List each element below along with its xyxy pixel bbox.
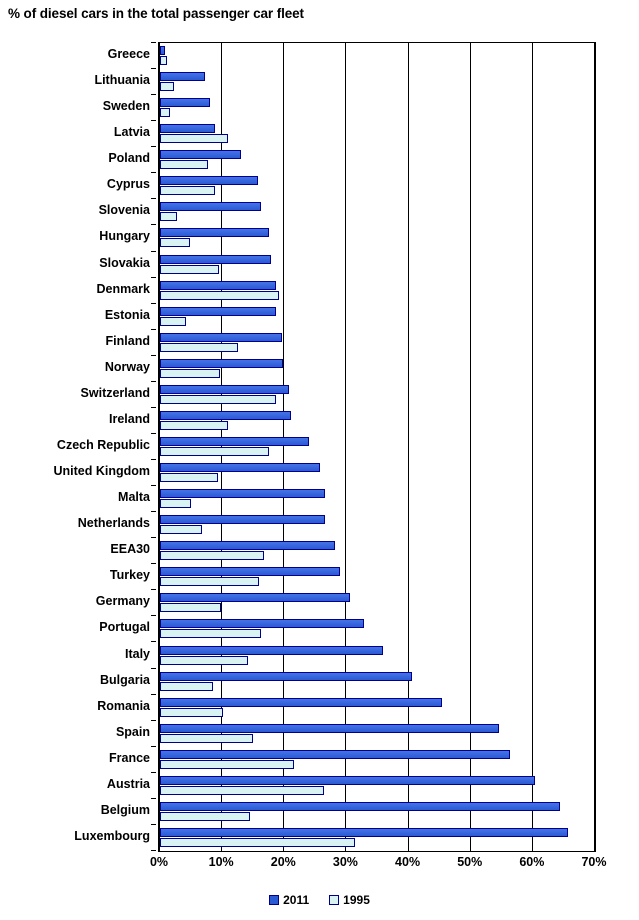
bar-1995 [160, 708, 223, 717]
x-axis-tick-label: 40% [395, 855, 421, 869]
y-axis-tick-label: Luxembourg [74, 828, 150, 843]
y-axis-tick-label: Slovenia [98, 203, 150, 218]
x-axis-tick-label: 0% [149, 855, 169, 869]
plot-area [158, 42, 596, 852]
bar-group [160, 747, 595, 773]
bar-1995 [160, 760, 294, 769]
bar-group [160, 278, 595, 304]
y-axis-tick [151, 42, 156, 43]
bar-group [160, 356, 595, 382]
y-axis-tick [151, 615, 156, 616]
bar-group [160, 486, 595, 512]
y-axis-tick [151, 68, 156, 69]
y-axis-tick [151, 277, 156, 278]
y-axis-tick [151, 850, 156, 851]
bar-1995 [160, 656, 248, 665]
y-axis-tick [151, 433, 156, 434]
bar-1995 [160, 56, 167, 65]
bar-1995 [160, 238, 190, 247]
y-axis-tick-label: Estonia [104, 307, 150, 322]
bar-1995 [160, 786, 324, 795]
y-axis-tick-label: Germany [95, 594, 150, 609]
bar-2011 [160, 385, 289, 394]
bar-2011 [160, 593, 350, 602]
bar-2011 [160, 150, 241, 159]
y-axis-tick [151, 563, 156, 564]
bar-2011 [160, 698, 442, 707]
bar-1995 [160, 682, 213, 691]
y-axis-tick [151, 172, 156, 173]
bar-2011 [160, 228, 269, 237]
bar-2011 [160, 411, 291, 420]
bar-2011 [160, 567, 340, 576]
bar-2011 [160, 750, 510, 759]
bar-2011 [160, 333, 282, 342]
bar-2011 [160, 281, 276, 290]
legend-swatch-icon [329, 895, 339, 905]
bar-group [160, 616, 595, 642]
bar-2011 [160, 802, 560, 811]
y-axis-tick-label: Latvia [113, 125, 150, 140]
y-axis-tick [151, 355, 156, 356]
bar-1995 [160, 812, 250, 821]
bar-2011 [160, 72, 205, 81]
bar-1995 [160, 421, 228, 430]
bar-2011 [160, 202, 261, 211]
y-axis-tick-label: Switzerland [80, 385, 150, 400]
y-axis-tick-label: Belgium [100, 802, 150, 817]
page-title: % of diesel cars in the total passenger car fleet [8, 6, 304, 21]
y-axis-tick [151, 537, 156, 538]
y-axis-tick [151, 198, 156, 199]
bar-group [160, 43, 595, 69]
bar-1995 [160, 551, 264, 560]
x-axis-tick-label: 30% [332, 855, 358, 869]
y-axis-tick [151, 459, 156, 460]
y-axis-tick-label: Poland [108, 151, 150, 166]
y-axis-tick [151, 329, 156, 330]
legend-item[interactable] [329, 893, 370, 907]
bar-1995 [160, 160, 208, 169]
y-axis-tick [151, 251, 156, 252]
y-axis-tick [151, 381, 156, 382]
y-axis-tick [151, 824, 156, 825]
bar-group [160, 773, 595, 799]
bar-group [160, 460, 595, 486]
bar-1995 [160, 473, 218, 482]
y-axis-tick [151, 224, 156, 225]
bar-1995 [160, 265, 219, 274]
bar-group [160, 512, 595, 538]
bar-1995 [160, 343, 238, 352]
bar-group [160, 721, 595, 747]
bar-group [160, 799, 595, 825]
y-axis-tick [151, 798, 156, 799]
bar-1995 [160, 447, 269, 456]
bar-2011 [160, 489, 325, 498]
y-axis-tick-label: Bulgaria [99, 672, 150, 687]
bar-2011 [160, 176, 258, 185]
y-axis-tick [151, 641, 156, 642]
y-axis-tick-label: Italy [124, 646, 150, 661]
x-axis-tick-label: 50% [457, 855, 483, 869]
y-axis-tick [151, 511, 156, 512]
bar-2011 [160, 724, 499, 733]
y-axis-tick [151, 772, 156, 773]
bar-group [160, 199, 595, 225]
legend-item[interactable] [269, 893, 309, 907]
bar-group [160, 69, 595, 95]
bar-1995 [160, 577, 259, 586]
bar-2011 [160, 646, 383, 655]
bars-layer [160, 43, 595, 851]
y-axis-tick [151, 94, 156, 95]
bar-2011 [160, 307, 276, 316]
bar-1995 [160, 212, 177, 221]
bar-group [160, 173, 595, 199]
y-axis-tick-label: France [109, 750, 150, 765]
x-axis-tick-label: 20% [270, 855, 296, 869]
bar-group [160, 538, 595, 564]
bar-2011 [160, 437, 309, 446]
y-axis-tick [151, 303, 156, 304]
bar-group [160, 382, 595, 408]
bar-2011 [160, 776, 535, 785]
bar-2011 [160, 98, 210, 107]
legend-label: 2011 [283, 893, 310, 907]
bar-group [160, 434, 595, 460]
y-axis-tick-label: Slovakia [99, 255, 150, 270]
y-axis-tick-label: Hungary [99, 229, 150, 244]
y-axis-tick-label: Finland [105, 333, 150, 348]
bar-group [160, 147, 595, 173]
bar-2011 [160, 359, 283, 368]
bar-1995 [160, 603, 221, 612]
bar-group [160, 304, 595, 330]
y-axis-tick-label: Portugal [99, 620, 150, 635]
y-axis-tick [151, 120, 156, 121]
y-axis-tick-label: Turkey [109, 568, 150, 583]
x-axis-tick-label: 70% [581, 855, 607, 869]
y-axis-tick [151, 146, 156, 147]
bar-1995 [160, 525, 202, 534]
bar-group [160, 408, 595, 434]
bar-group [160, 330, 595, 356]
y-axis-tick-label: Spain [115, 724, 150, 739]
bar-2011 [160, 255, 271, 264]
bar-group [160, 695, 595, 721]
y-axis-tick [151, 746, 156, 747]
y-axis-tick-label: EEA30 [110, 542, 150, 557]
y-axis-tick [151, 668, 156, 669]
y-axis-tick-label: Norway [104, 359, 150, 374]
bar-group [160, 95, 595, 121]
bar-group [160, 252, 595, 278]
bar-1995 [160, 317, 186, 326]
bar-1995 [160, 291, 279, 300]
bar-group [160, 642, 595, 668]
y-axis-tick-label: Sweden [102, 99, 150, 114]
y-axis-tick-label: Lithuania [94, 73, 150, 88]
y-axis-tick-label: Malta [118, 490, 150, 505]
x-axis-tick-label: 10% [208, 855, 234, 869]
y-axis-tick [151, 694, 156, 695]
bar-1995 [160, 395, 276, 404]
y-axis-tick [151, 407, 156, 408]
y-axis-tick-label: Ireland [109, 411, 150, 426]
bar-group [160, 121, 595, 147]
bar-group [160, 564, 595, 590]
bar-2011 [160, 463, 320, 472]
x-axis-tick-label: 60% [519, 855, 545, 869]
y-axis-tick-label: Cyprus [106, 177, 150, 192]
y-axis-tick-label: Denmark [96, 281, 150, 296]
y-axis-tick [151, 485, 156, 486]
y-axis-tick [151, 720, 156, 721]
legend-swatch-icon [269, 895, 279, 905]
bar-2011 [160, 124, 215, 133]
bar-2011 [160, 672, 412, 681]
bar-2011 [160, 515, 325, 524]
bar-2011 [160, 541, 335, 550]
y-axis-tick-label: Greece [107, 47, 150, 62]
chart-legend [0, 893, 639, 907]
bar-1995 [160, 369, 220, 378]
bar-group [160, 669, 595, 695]
bar-1995 [160, 629, 261, 638]
bar-1995 [160, 838, 355, 847]
y-axis-tick-label: United Kingdom [53, 464, 150, 479]
y-axis-tick-label: Austria [106, 776, 150, 791]
x-axis-labels [149, 855, 607, 875]
bar-group [160, 825, 595, 851]
bar-1995 [160, 82, 174, 91]
y-axis-labels [0, 42, 156, 852]
bar-1995 [160, 108, 170, 117]
bar-1995 [160, 186, 215, 195]
y-axis-tick-label: Netherlands [77, 516, 150, 531]
bar-1995 [160, 734, 253, 743]
bar-group [160, 590, 595, 616]
legend-label: 1995 [343, 893, 370, 907]
y-axis-tick [151, 589, 156, 590]
bar-2011 [160, 828, 568, 837]
y-axis-tick-label: Romania [97, 698, 150, 713]
bar-1995 [160, 499, 191, 508]
bar-2011 [160, 619, 364, 628]
bar-group [160, 225, 595, 251]
bar-2011 [160, 46, 165, 55]
y-axis-tick-label: Czech Republic [56, 438, 150, 452]
bar-1995 [160, 134, 228, 143]
